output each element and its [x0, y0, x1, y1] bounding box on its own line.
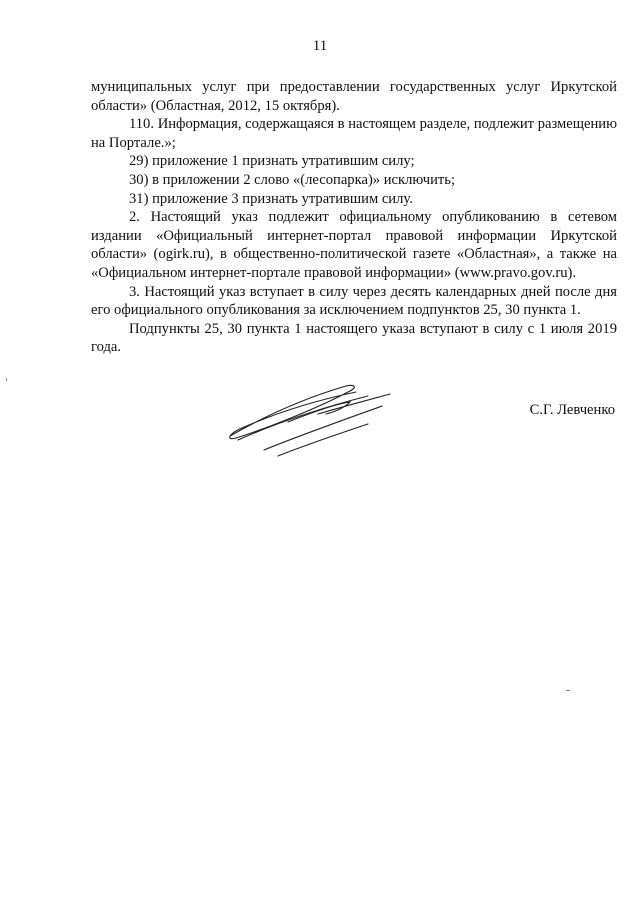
paragraph: 30) в приложении 2 слово «(лесопарка)» исключить; [129, 171, 455, 188]
signer-name: С.Г. Левченко [529, 402, 615, 418]
paragraph: Подпункты 25, 30 пункта 1 настоящего указа вступают в силу с 1 июля 2019 года. [91, 320, 617, 356]
scan-artifact [566, 690, 570, 691]
paragraph: 110. Информация, содержащаяся в настоящем разделе, подлежит размещению на Портале.»; [91, 116, 617, 151]
paragraph: муниципальных услуг при предоставлении государственных услуг Иркутской области» (Областная, 2012, 15 октября). [91, 79, 617, 114]
page-number: 11 [312, 38, 328, 54]
document-body [91, 78, 617, 357]
handwritten-signature [218, 378, 398, 458]
paragraph: 3. Настоящий указ вступает в силу через десять календарных дней после дня его официального опубликования за исключением подпунктов 25, 30 пункта 1. [91, 283, 617, 319]
scan-artifact [6, 378, 7, 381]
paragraph: 2. Настоящий указ подлежит официальному опубликованию в сетевом издании «Официальный интернет-портал правовой информации Иркутской области» (ogirk.ru), в общественно-политической газете «Областная», а также на «Официальном интернет-портале правовой информации» (www.pravo.gov.ru). [91, 209, 617, 281]
paragraph: 31) приложение 3 признать утратившим силу. [129, 190, 413, 207]
paragraph: 29) приложение 1 признать утратившим силу; [129, 153, 415, 170]
